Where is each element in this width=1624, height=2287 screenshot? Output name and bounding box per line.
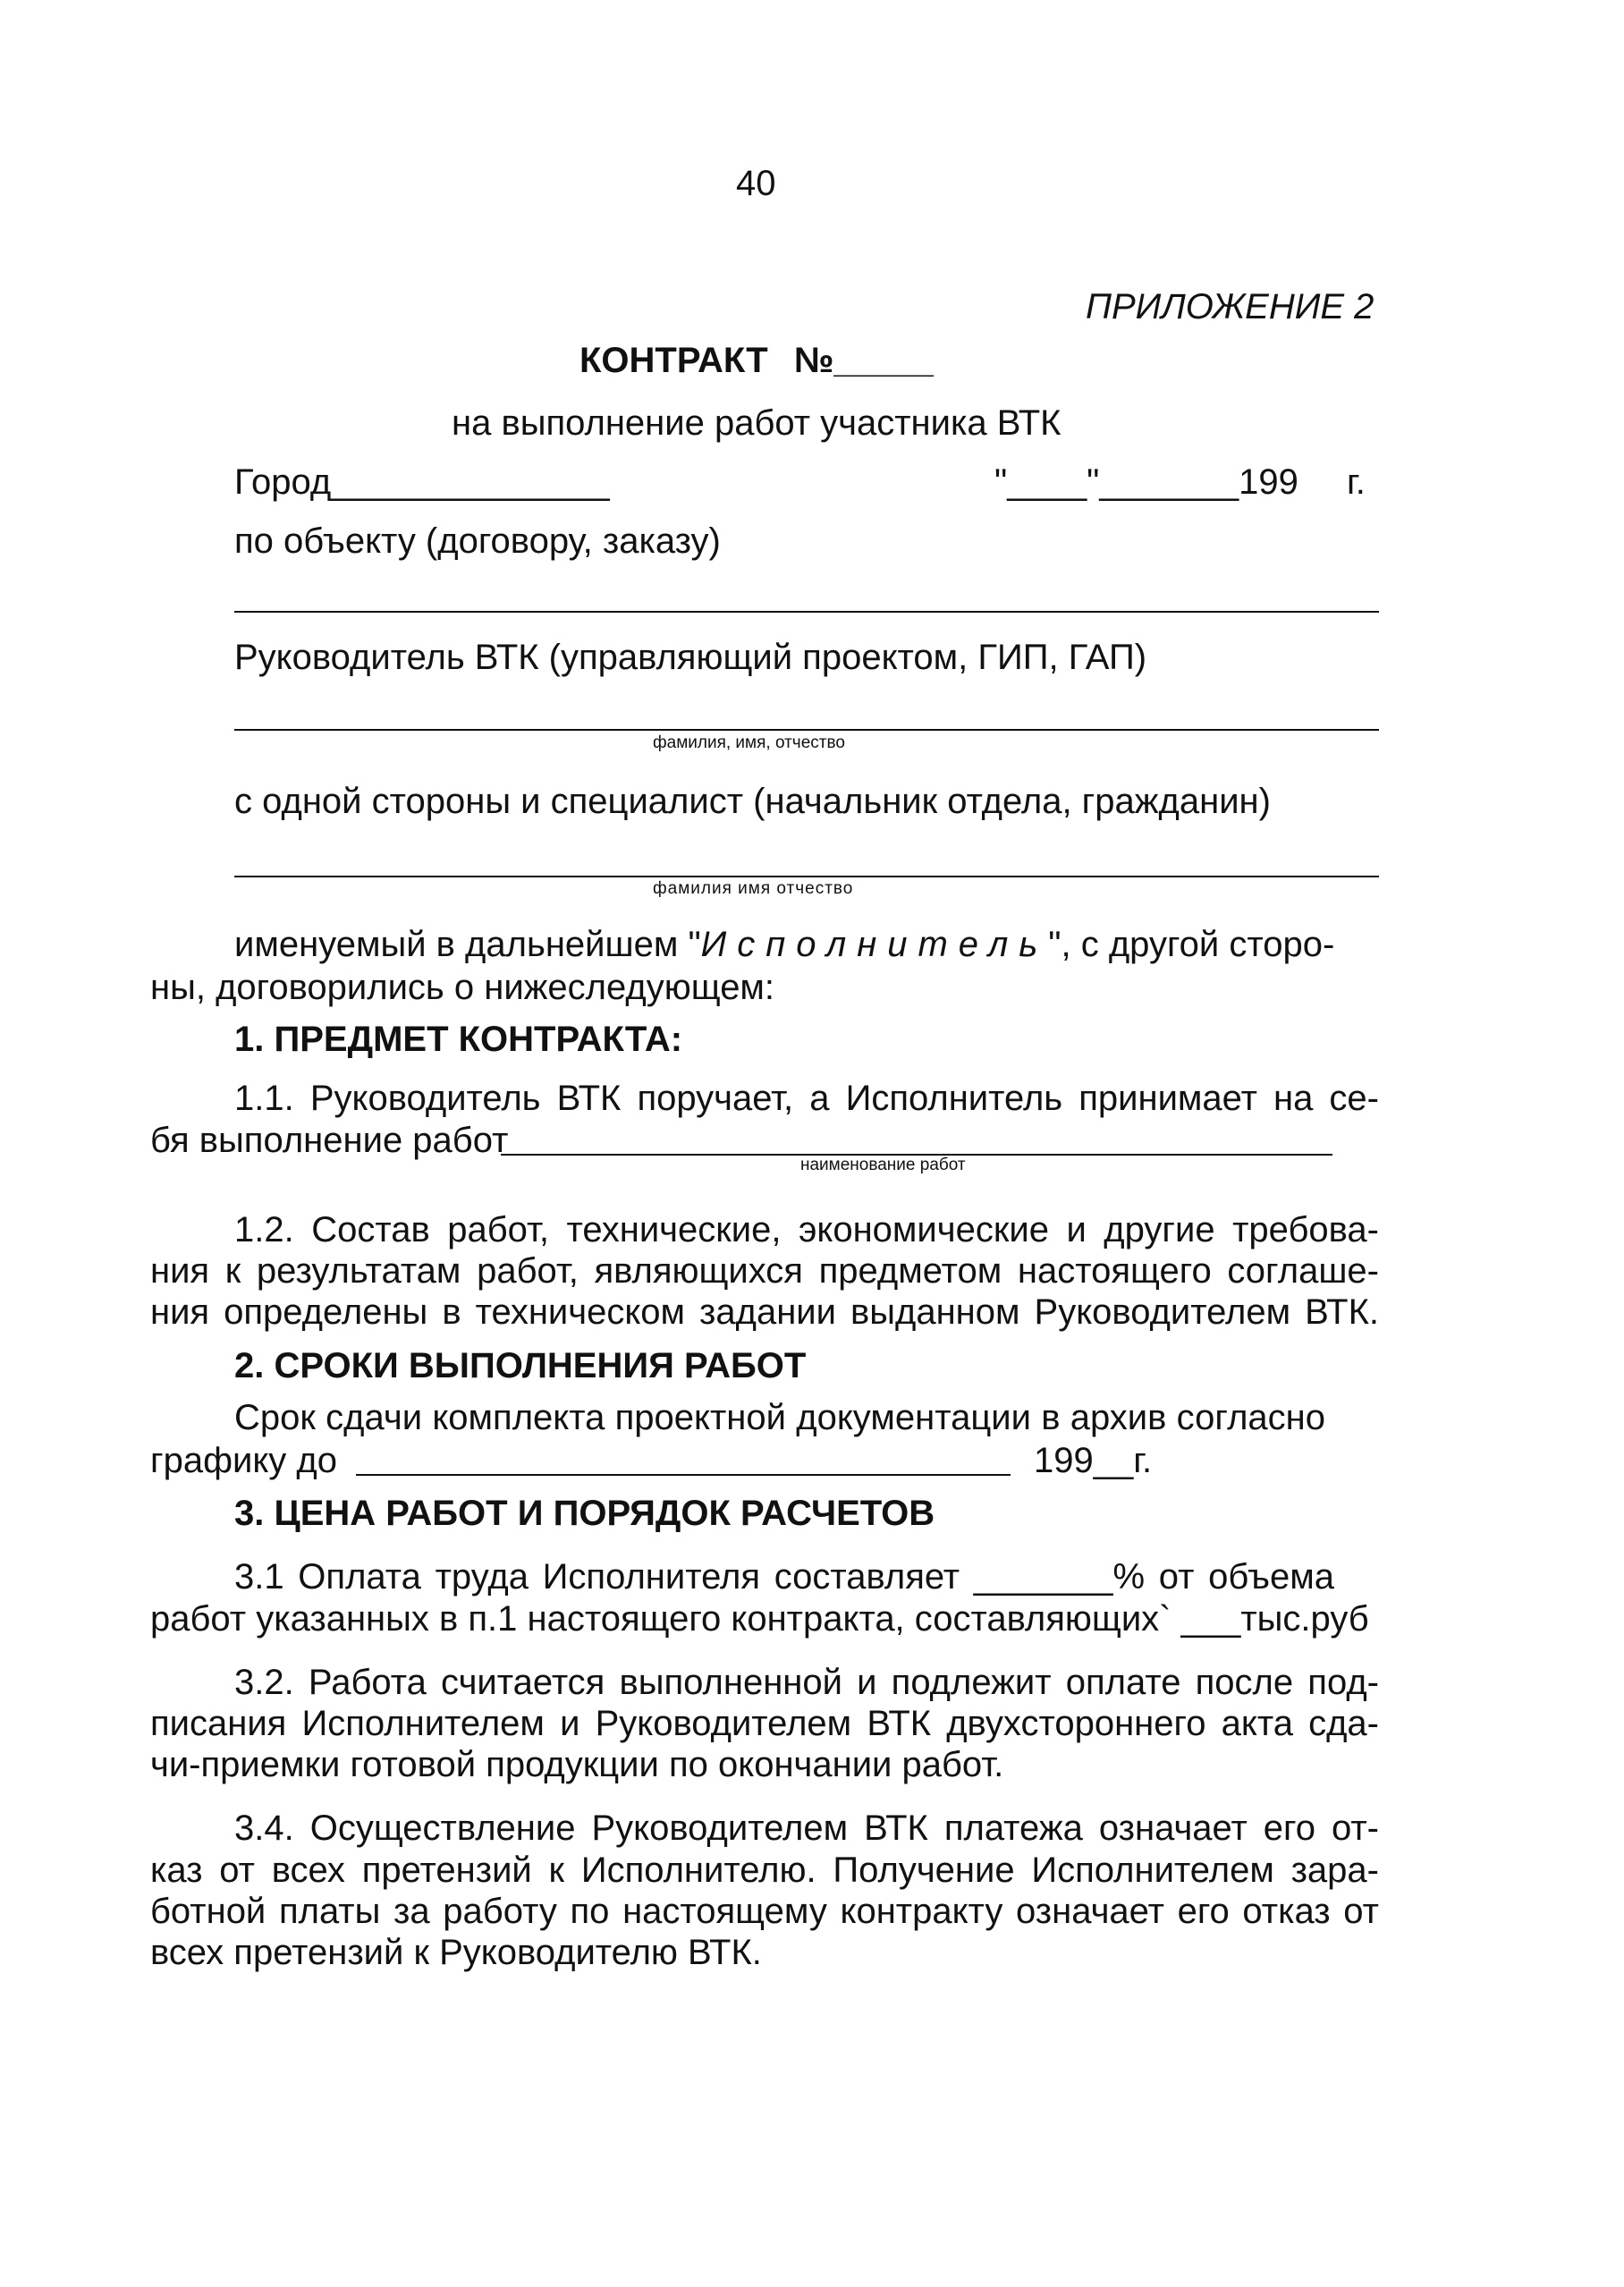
- date-field: "____"_______199: [994, 462, 1298, 502]
- specialist-label: с одной стороны и специалист (начальник отдела, гражданин): [234, 782, 1271, 821]
- named-line-1: [234, 924, 1334, 966]
- named-word: Исполнитель: [700, 925, 1049, 964]
- manager-fio-caption: фамилия, имя, отчество: [653, 733, 845, 752]
- contract-title-label: КОНТРАКТ: [579, 341, 768, 380]
- named-before: именуемый в дальнейшем ": [234, 925, 701, 964]
- p31-line2: работ указанных в п.1 настоящего контракта, составляющих` ___тыс.руб: [150, 1599, 1369, 1639]
- section2-heading: 2. СРОКИ ВЫПОЛНЕНИЯ РАБОТ: [234, 1346, 807, 1385]
- section2-line2-start: графику до: [150, 1441, 337, 1480]
- contract-subtitle: на выполнение работ участника ВТК: [452, 403, 1062, 443]
- p31-line1: 3.1 Оплата труда Исполнителя составляет _______% от объема: [234, 1557, 1334, 1597]
- p34-line4: всех претензий к Руководителю ВТК.: [150, 1933, 762, 1972]
- works-caption: наименование работ: [800, 1156, 966, 1174]
- p11-line1: 1.1. Руководитель ВТК поручает, а Исполнитель принимает на се-: [234, 1079, 1379, 1118]
- p34-line2: каз от всех претензий к Исполнителю. Получение Исполнителем зара-: [150, 1851, 1379, 1890]
- p12-line2: ния к результатам работ, являющихся предметом настоящего соглаше-: [150, 1251, 1379, 1291]
- object-blank-line: [234, 611, 1379, 613]
- named-line-2: ны, договорились о нижеследующем:: [150, 968, 775, 1007]
- specialist-fio-caption: фамилия имя отчество: [653, 879, 854, 898]
- p34-line1: 3.4. Осуществление Руководителем ВТК платежа означает его от-: [234, 1808, 1379, 1848]
- specialist-blank-line: [234, 876, 1379, 877]
- section2-line1: Срок сдачи комплекта проектной документации в архив согласно: [234, 1398, 1325, 1437]
- contract-title: [579, 341, 934, 381]
- date-year-suffix: г.: [1347, 462, 1366, 502]
- object-label: по объекту (договору, заказу): [234, 521, 721, 561]
- p12-line3: ния определены в техническом задании выданном Руководителем ВТК.: [150, 1292, 1379, 1332]
- p32-line1: 3.2. Работа считается выполненной и подлежит оплате после под-: [234, 1663, 1379, 1702]
- manager-label: Руководитель ВТК (управляющий проектом, ГИП, ГАП): [234, 638, 1147, 677]
- p34-line3: ботной платы за работу по настоящему контракту означает его отказ от: [150, 1892, 1379, 1931]
- city-field: Город______________: [234, 462, 610, 502]
- section1-heading: 1. ПРЕДМЕТ КОНТРАКТА:: [234, 1020, 683, 1059]
- p12-line1: 1.2. Состав работ, технические, экономические и другие требова-: [234, 1210, 1379, 1249]
- section2-line2-end: 199__г.: [1034, 1441, 1153, 1480]
- p32-line2: писания Исполнителем и Руководителем ВТК двухстороннего акта сда-: [150, 1704, 1379, 1743]
- page-number: 40: [736, 164, 776, 203]
- section3-heading: 3. ЦЕНА РАБОТ И ПОРЯДОК РАСЧЕТОВ: [234, 1494, 935, 1533]
- named-after: ", с другой сторо-: [1048, 925, 1335, 964]
- p32-line3: чи-приемки готовой продукции по окончании работ.: [150, 1745, 1004, 1784]
- manager-blank-line: [234, 729, 1379, 731]
- p11-line2: бя выполнение работ: [150, 1121, 509, 1160]
- appendix-label: ПРИЛОЖЕНИЕ 2: [1086, 287, 1374, 326]
- contract-number: №_____: [793, 341, 934, 380]
- deadline-blank-line: [356, 1474, 1011, 1476]
